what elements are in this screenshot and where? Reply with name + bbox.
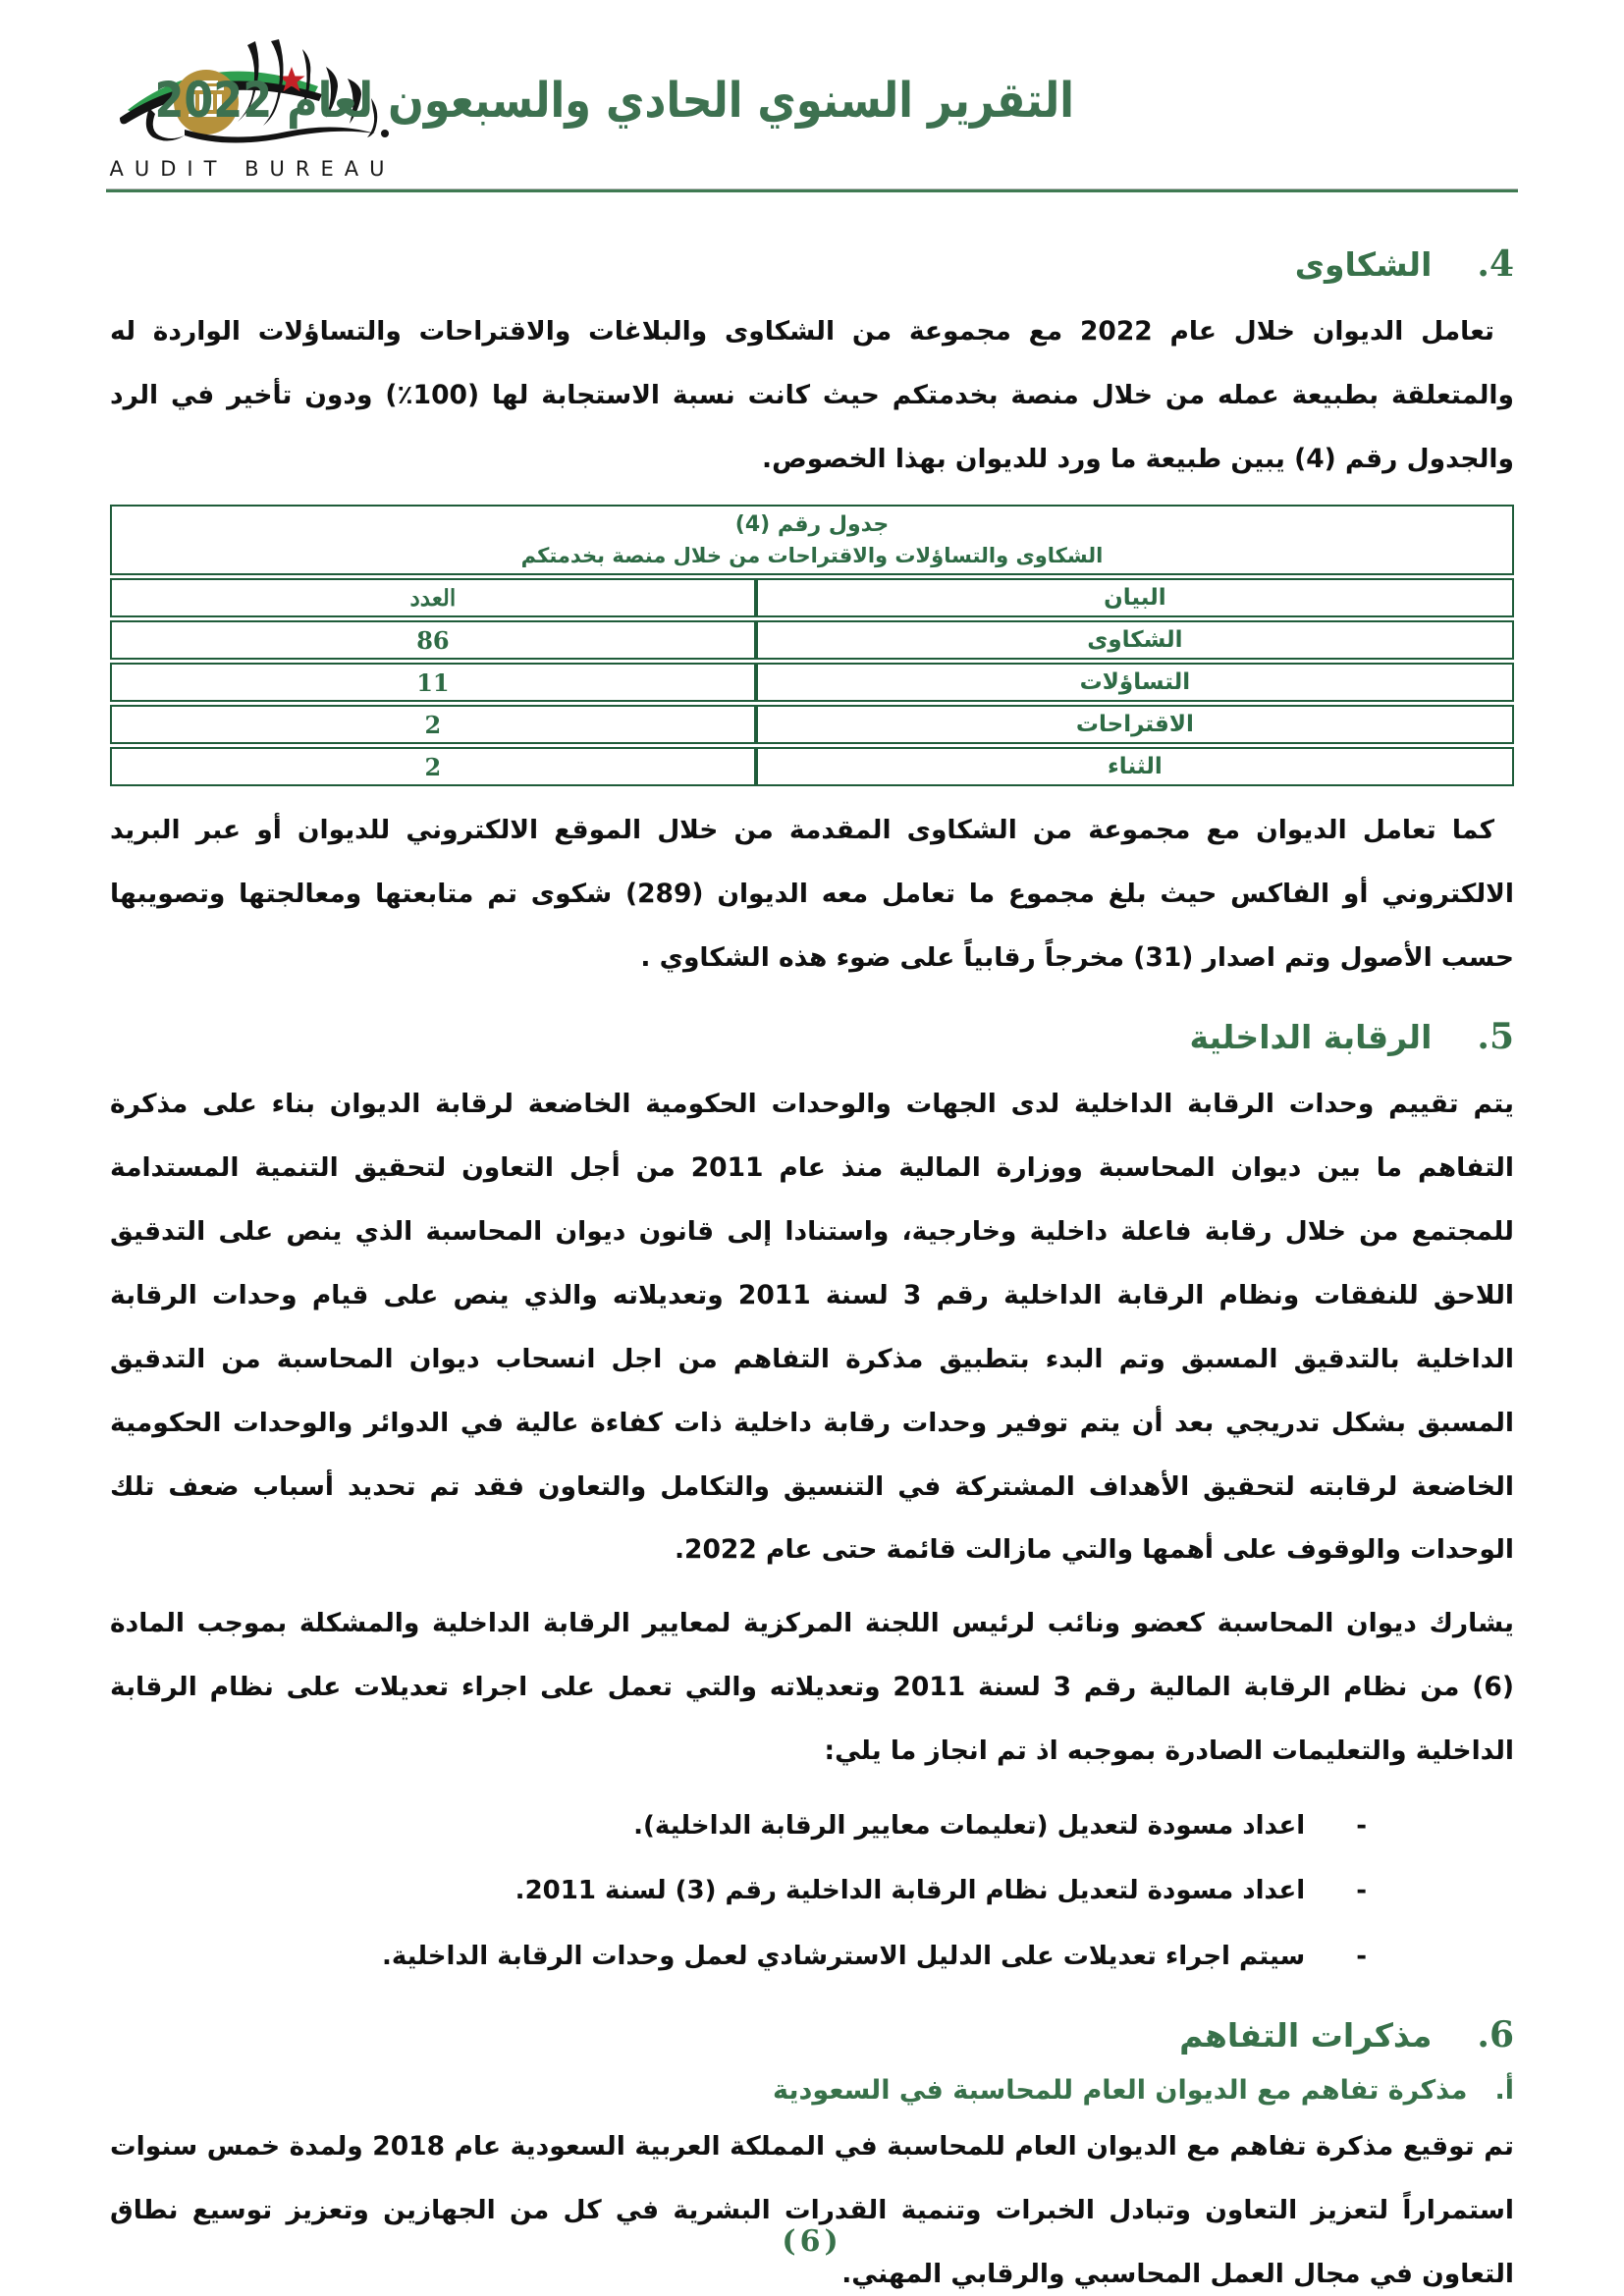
table-title-row — [110, 505, 1514, 576]
table-row — [110, 747, 1514, 786]
section-mou-heading — [110, 2014, 1514, 2056]
table-header-row — [110, 578, 1514, 617]
section-complaints — [110, 243, 1514, 990]
subsection-title: مذكرة تفاهم مع الديوان العام للمحاسبة في السعودية — [773, 2075, 1468, 2107]
subsection-letter: أ. — [1494, 2075, 1514, 2107]
complaints-table — [110, 502, 1514, 790]
complaints-table-body — [110, 505, 1514, 787]
list-item — [110, 1924, 1367, 1989]
internal-control-bullet-list — [110, 1793, 1514, 1989]
section-number: 4. — [1477, 243, 1514, 285]
row-count: 2 — [110, 747, 756, 786]
bullet-dash: - — [1356, 1876, 1367, 1906]
table-row — [110, 620, 1514, 660]
row-description: الاقتراحات — [756, 705, 1514, 744]
column-header-description: البيان — [756, 578, 1514, 617]
section-number: 6. — [1477, 2014, 1514, 2056]
row-count: 11 — [110, 663, 756, 702]
table-title-line2: الشكاوى والتساؤلات والاقتراحات من خلال منصة بخدمتكم — [520, 543, 1104, 567]
section-internal-control-heading — [110, 1016, 1514, 1057]
mou-saudi-paragraph: تم توقيع مذكرة تفاهم مع الديوان العام للمحاسبة في المملكة العربية السعودية عام 2018 ولمدة خمس سنوات استمراراً لتعزيز التعاون وتبادل الخبرات وتنمية القدرات البشرية في كل من الجهازين وتعزيز توسيع نطاق التعاون في مجال العمل المحاسبي والرقابي المهني. — [110, 2131, 1514, 2289]
row-description: التساؤلات — [756, 663, 1514, 702]
table-row — [110, 663, 1514, 702]
row-description: الشكاوى — [756, 620, 1514, 660]
internal-control-paragraph-2: يشارك ديوان المحاسبة كعضو ونائب لرئيس اللجنة المركزية لمعايير الرقابة الداخلية والمشكلة بموجب المادة (6) من نظام الرقابة المالية رقم 3 لسنة 2011 وتعديلاته والتي تعمل على اجراء تعديلات على نظام الرقابة الداخلية والتعليمات الصادرة بموجبه اذ تم انجاز ما يلي: — [110, 1608, 1514, 1767]
table-title-line1: جدول رقم (4) — [734, 511, 890, 537]
bullet-text: سيتم اجراء تعديلات على الدليل الاسترشادي لعمل وحدات الرقابة الداخلية. — [381, 1941, 1306, 1971]
bullet-text: اعداد مسودة لتعديل نظام الرقابة الداخلية رقم (3) لسنة 2011. — [514, 1876, 1306, 1906]
page-number: (6) — [782, 2224, 842, 2259]
mou-saudi-subheading — [110, 2075, 1514, 2106]
section-title: الرقابة الداخلية — [1189, 1018, 1433, 1057]
internal-control-paragraph-1: يتم تقييم وحدات الرقابة الداخلية لدى الجهات والوحدات الحكومية الخاضعة لرقابة الديوان بناء على مذكرة التفاهم ما بين ديوان المحاسبة ووزارة المالية منذ عام 2011 من أجل التعاون لتحقيق التنمية المستدامة للمجتمع من خلال رقابة فاعلة داخلية وخارجية، واستنادا إلى قانون ديوان المحاسبة الذي ينص على التدقيق اللاحق للنفقات ونظام الرقابة الداخلية رقم 3 لسنة 2011 وتعديلاته والذي ينص على قيام وحدات الرقابة الداخلية بالتدقيق المسبق وتم البدء بتطبيق مذكرة التفاهم من اجل انسحاب ديوان المحاسبة من التدقيق المسبق بشكل تدريجي بعد أن يتم توفير وحدات رقابة داخلية ذات كفاءة عالية في الدوائر والوحدات الحكومية الخاضعة لرقابته لتحقيق الأهداف المشتركة في التنسيق والتكامل والتعاون فقد تم تحديد أسباب ضعف تلك الوحدات والوقوف على أهمها والتي مازالت قائمة حتى عام 2022. — [110, 1089, 1515, 1566]
row-count: 2 — [110, 705, 756, 744]
section-title: الشكاوى — [1294, 245, 1433, 284]
table-row — [110, 705, 1514, 744]
page-header — [0, 0, 1624, 188]
bullet-dash: - — [1356, 1941, 1367, 1971]
page-content — [0, 192, 1624, 2296]
complaints-paragraph-1: تعامل الديوان خلال عام 2022 مع مجموعة من الشكاوى والبلاغات والاقتراحات والتساؤلات الواردة له والمتعلقة بطبيعة عمله من خلال منصة بخدمتكم حيث كانت نسبة الاستجابة لها (100٪) ودون تأخير في الرد والجدول رقم (4) يبين طبيعة ما ورد للديوان بهذا الخصوص. — [110, 316, 1514, 474]
row-description: الثناء — [756, 747, 1514, 786]
list-item — [110, 1858, 1367, 1923]
column-header-count: العدد — [110, 578, 756, 617]
complaints-paragraph-2: كما تعامل الديوان مع مجموعة من الشكاوى المقدمة من خلال الموقع الالكتروني للديوان أو عبر البريد الالكتروني أو الفاكس حيث بلغ مجموع ما تعامل معه الديوان (289) شكوى تم متابعتها ومعالجتها وتصويبها حسب الأصول وتم اصدار (31) مخرجاً رقابياً على ضوء هذه الشكاوي . — [110, 815, 1514, 974]
bullet-text: اعداد مسودة لتعديل (تعليمات معايير الرقابة الداخلية). — [633, 1811, 1306, 1842]
section-complaints-heading — [110, 243, 1514, 285]
section-number: 5. — [1477, 1016, 1514, 1058]
row-count: 86 — [110, 620, 756, 660]
logo-caption-text: AUDIT BUREAU — [109, 157, 396, 181]
report-title: التقرير السنوي الحادي والسبعون لعام 2022 — [154, 73, 1074, 130]
page-footer — [0, 2224, 1624, 2259]
table-title-cell — [110, 505, 1514, 576]
section-internal-control — [110, 1016, 1514, 1989]
list-item — [110, 1793, 1367, 1858]
bullet-dash: - — [1356, 1811, 1367, 1842]
section-title: مذكرات التفاهم — [1179, 2016, 1433, 2056]
